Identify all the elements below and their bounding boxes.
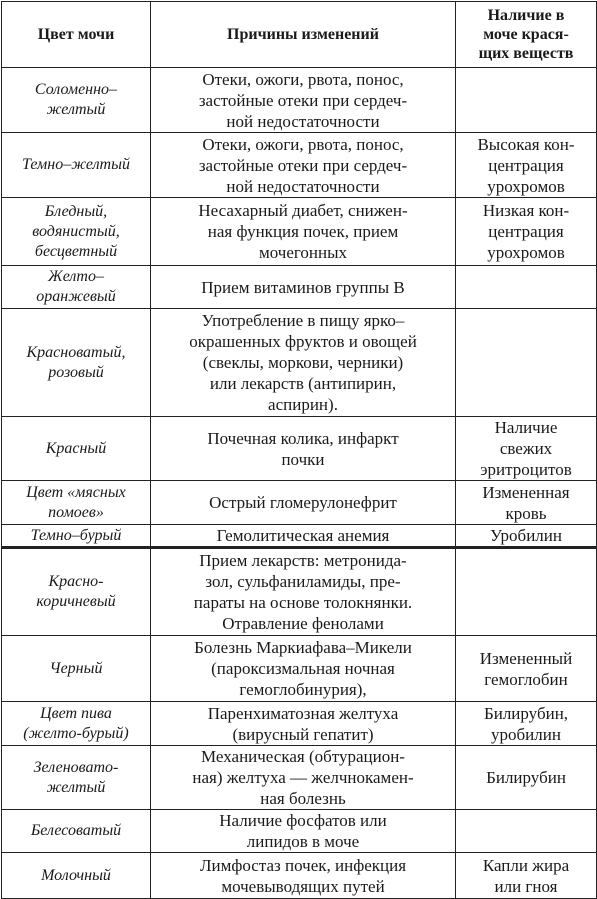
row-color: Желто– оранжевый [2,266,151,309]
row-substances: Измененная кровь [456,481,597,525]
row-color: Темно–желтый [2,133,151,198]
row-causes: Прием лекарств: метронида- зол, сульфаниламиды, пре- параты на основе толокнянки. Отравление фенолами [151,548,456,636]
row-substances [456,810,597,853]
row-color: Красно- коричневый [2,548,151,636]
table-row [2,702,597,746]
row-substances [456,548,597,636]
table-header-row [2,2,597,68]
row-causes: Острый гломерулонефрит [151,481,456,525]
row-color: Темно–бурый [2,525,151,548]
table-row [2,133,597,198]
table-row [2,309,597,417]
row-substances: Измененный гемоглобин [456,636,597,702]
row-substances: Билирубин, уробилин [456,702,597,746]
row-substances: Низкая кон- центрация урохромов [456,198,597,266]
header-causes: Причины изменений [151,2,456,68]
row-color: Красный [2,417,151,481]
row-causes: Механическая (обтурацион- ная) желтуха — желчнокамен- ная болезнь [151,746,456,810]
row-substances [456,68,597,133]
header-substances: Наличие в моче крася- щих веществ [456,2,597,68]
row-causes: Паренхиматозная желтуха (вирусный гепатит) [151,702,456,746]
table-row [2,198,597,266]
row-causes: Гемолитическая анемия [151,525,456,548]
table-row [2,548,597,636]
row-substances: Билирубин [456,746,597,810]
row-substances [456,309,597,417]
row-color: Белесоватый [2,810,151,853]
row-causes: Болезнь Маркиафава–Микели (пароксизмальная ночная гемоглобинурия), [151,636,456,702]
row-causes: Отеки, ожоги, рвота, понос, застойные отеки при сердеч- ной недостаточности [151,68,456,133]
table-row [2,746,597,810]
row-substances [456,266,597,309]
row-color: Черный [2,636,151,702]
header-urine-color: Цвет мочи [2,2,151,68]
row-causes: Почечная колика, инфаркт почки [151,417,456,481]
row-substances: Уробилин [456,525,597,548]
row-causes: Прием витаминов группы В [151,266,456,309]
row-substances: Высокая кон- центрация урохромов [456,133,597,198]
table-row [2,853,597,899]
row-color: Бледный, водянистый, бесцветный [2,198,151,266]
row-color: Зеленовато- желтый [2,746,151,810]
row-causes: Лимфостаз почек, инфекция мочевыводящих путей [151,853,456,899]
row-causes: Наличие фосфатов или липидов в моче [151,810,456,853]
table-row [2,417,597,481]
table-row [2,481,597,525]
urine-color-table [1,1,597,899]
row-causes: Отеки, ожоги, рвота, понос, застойные отеки при сердеч- ной недостаточности [151,133,456,198]
row-color: Цвет пива (желто-бурый) [2,702,151,746]
table-row [2,525,597,548]
row-causes: Употребление в пищу ярко– окрашенных фруктов и овощей (свеклы, моркови, черники) или лекарств (антипирин, аспирин). [151,309,456,417]
row-causes: Несахарный диабет, снижен- ная функция почек, прием мочегонных [151,198,456,266]
row-color: Молочный [2,853,151,899]
table-row [2,266,597,309]
row-substances: Наличие свежих эритроцитов [456,417,597,481]
table-row [2,68,597,133]
table-row [2,636,597,702]
row-substances: Капли жира или гноя [456,853,597,899]
table-row [2,810,597,853]
row-color: Цвет «мясных помоев» [2,481,151,525]
row-color: Красноватый, розовый [2,309,151,417]
row-color: Соломенно– желтый [2,68,151,133]
